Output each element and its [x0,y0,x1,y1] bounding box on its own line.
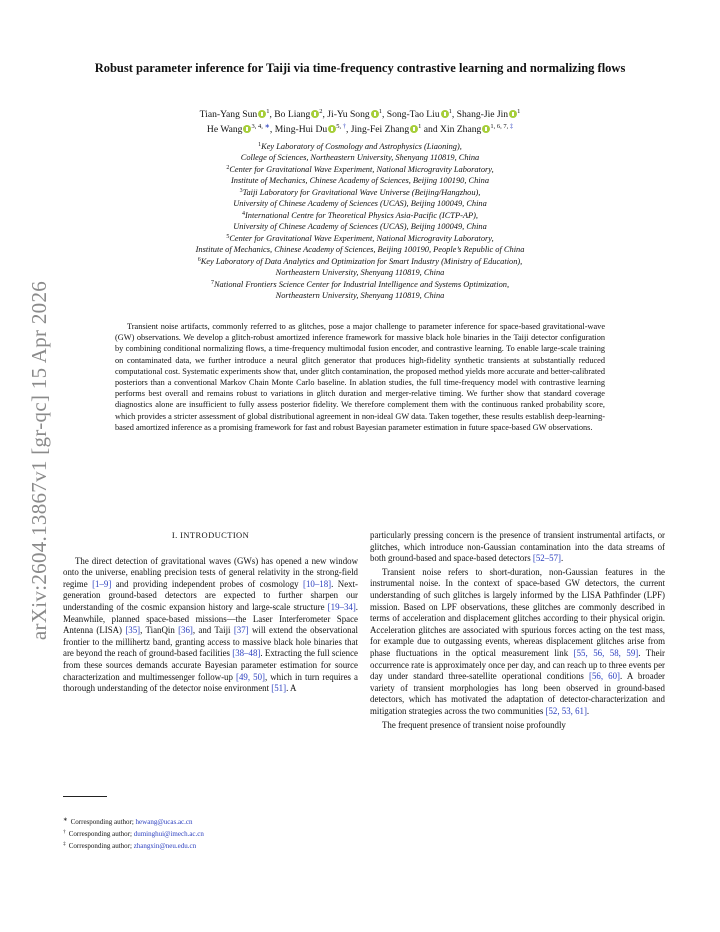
left-column [63,530,358,695]
email-link[interactable]: hewang@ucas.ac.cn [135,818,193,826]
citation-link[interactable]: [10–18] [303,578,332,589]
author-affiliation-marker: 1 [378,108,382,115]
affiliation-line [110,209,610,221]
author-affiliation-marker: 1, 6, 7, ‡ [490,123,514,130]
footnote [63,815,363,827]
affiliation-line [110,140,610,152]
affiliation-text: Taiji Laboratory for Gravitational Wave Universe (Beijing/Hangzhou), [242,188,481,197]
affiliation-number: 2 [226,165,230,171]
orcid-icon[interactable] [328,125,336,133]
author-name: Ji-Yu Song [327,109,370,120]
affiliation-line [110,198,610,209]
author-affiliation-marker: 1 [266,108,270,115]
citation-link[interactable]: [51] [271,683,287,694]
orcid-icon[interactable] [258,110,266,118]
citation-link[interactable]: [56, 60] [589,671,620,682]
author-name: Ming-Hui Du [274,124,328,135]
orcid-icon[interactable] [243,125,251,133]
author-affiliation-marker: 5, † [336,123,346,130]
paper-title: Robust parameter inference for Taiji via time-frequency contrastive learning and normalizing flows [94,61,626,75]
arxiv-stamp-text: arXiv:2604.13867v1 [gr-qc] 15 Apr 2026 [27,280,52,640]
citation-link[interactable]: [49, 50] [236,671,265,682]
citation-link[interactable]: [38–48] [232,648,261,659]
email-link[interactable]: duminghui@imech.ac.cn [133,830,204,838]
author-affiliation-marker: 2 [319,108,323,115]
affiliation-text: National Frontiers Science Center for Industrial Intelligence and Systems Optimization, [213,280,510,289]
affiliation-text: Center for Gravitational Wave Experiment, National Microgravity Laboratory, [229,234,494,243]
footnote-mark: ‡ [63,841,66,847]
affiliation-line [110,175,610,186]
author-name: Xin Zhang [440,124,482,135]
citation-link[interactable]: [35] [125,625,141,636]
author-name: He Wang [206,124,243,135]
affiliation-number: 4 [242,211,245,217]
orcid-icon[interactable] [482,125,490,133]
author-affiliation-marker: 1 [418,123,422,130]
author-name: Song-Tao Liu [386,109,440,120]
affiliation-text: University of Chinese Academy of Sciences (UCAS), Beijing 100049, China [233,199,487,208]
email-link[interactable]: zhangxin@neu.edu.cn [133,842,197,850]
affiliation-text: Center for Gravitational Wave Experiment, National Microgravity Laboratory, [229,165,494,174]
orcid-icon[interactable] [311,110,319,118]
author-name: Tian-Yang Sun [199,109,258,120]
citation-link[interactable]: [36] [178,625,193,636]
footnote-link[interactable]: ∗ [264,123,270,130]
right-column [370,530,665,731]
author-name: Bo Liang [274,109,311,120]
affiliation-text: International Centre for Theoretical Physics Asia-Pacific (ICTP-AP), [245,211,478,220]
author-list [80,106,640,136]
affiliation-list [110,140,610,301]
citation-link[interactable]: [19–34] [327,601,356,612]
author-affiliation-marker: 1 [517,108,521,115]
affiliation-line [110,221,610,232]
affiliation-line [110,232,610,244]
author-conjunction: and [421,124,441,135]
intro-paragraph-2: Transient noise refers to short-duration, non-Gaussian features in the instrumental noise. In the context of space-based GW detectors, the current understanding of such glitches is largely informed by the LISA Pathfinder (LPF) mission. Based on LPF observations, these glitches are commonly described in terms of acceleration and displacement glitches according to their physical origin. Acceleration glitches are associated with spurious forces acting on the test mass, for example due to outgassing events, whereas displacement glitches arise from phase fluctuations in the optical measurement link [55, 56, 58, 59]. Their occurrence rate is approximately once per day, and can reach up to three events per day under standard three-satellite operational conditions [56, 60]. A broader variety of transient morphologies has long been observed in ground-based detectors, which has motivated the adaptation of detector-characterization and mitigation strategies across the two communities [52, 53, 61]. [370,566,665,716]
affiliation-number: 3 [239,188,243,194]
footnote-label: Corresponding author; [68,842,134,850]
citation-link[interactable]: [1–9] [92,578,112,589]
affiliation-text: University of Chinese Academy of Sciences (UCAS), Beijing 100049, China [233,222,487,231]
affiliation-line [110,278,610,290]
affiliation-line [110,267,610,278]
citation-link[interactable]: [55, 56, 58, 59] [573,647,639,658]
affiliation-number: 6 [197,257,201,263]
affiliation-line [110,152,610,163]
author-affiliation-marker: 1 [448,108,452,115]
citation-link[interactable]: [37] [233,625,249,636]
author-affiliation-marker: 3, 4, ∗ [251,123,270,130]
author-line-1: Tian-Yang Sun $^1$, Bo Liang $^2$, Ji-Yu Song $^1$, Song-Tao Liu $^1$, Shang-Jie Jin $^1$ [199,108,521,120]
intro-paragraph-1: The direct detection of gravitational waves (GWs) has opened a new window onto the universe, enabling precision tests of general relativity in the strong-field regime [1–9] and providing independent probes of cosmology [10–18]. Next-generation ground-based detectors are expected to further sharpen our understanding of the cosmic expansion history and large-scale structure [19–34]. Meanwhile, planned space-based missions—the Laser Interferometer Space Antenna (LISA) [35], TianQin [36], and Taiji [37] will extend the observational frontier to the millihertz band, granting access to massive black hole binaries that are beyond the reach of ground-based facilities [38–48]. Extracting the full science from these sources demands accurate Bayesian parameter estimation for source characterization and multimessenger follow-up [49, 50], which in turn requires a thorough understanding of the detector noise environment [51]. A [63,555,358,694]
affiliation-line [110,255,610,267]
footnote-mark: ∗ [63,817,68,823]
author-name: Jing-Fei Zhang [350,124,410,135]
orcid-icon[interactable] [371,110,379,118]
citation-link[interactable]: [52–57] [532,553,562,564]
footnote [63,827,363,839]
intro-paragraph-continued: particularly pressing concern is the presence of transient instrumental artifacts, or glitches, which introduce non-Gaussian contamination into the data streams of both ground-based and space-based detectors [52–57]. [370,530,665,564]
affiliation-number: 1 [258,142,262,148]
affiliation-text: Institute of Mechanics, Chinese Academy of Sciences, Beijing 100190, People’s Republic of China [195,245,525,254]
footnote-label: Corresponding author; [70,818,136,826]
affiliation-text: Northeastern University, Shenyang 110819, China [275,291,445,300]
orcid-icon[interactable] [410,125,418,133]
orcid-icon[interactable] [441,110,449,118]
affiliation-text: College of Sciences, Northeastern University, Shenyang 110819, China [240,153,480,162]
affiliation-line [110,290,610,301]
affiliation-text: Institute of Mechanics, Chinese Academy of Sciences, Beijing 100190, China [230,176,490,185]
orcid-icon[interactable] [509,110,517,118]
affiliation-line [110,244,610,255]
footnote-label: Corresponding author; [68,830,134,838]
footnote-divider [63,796,107,797]
author-line-2: He Wang $^{3, 4, ∗}$, Ming-Hui Du $^{5, \dagger}$, Jing-Fei Zhang $^1$ and Xin Zhang $^{1, 6, 7, \ddagger}$ [206,123,514,135]
affiliation-text: Key Laboratory of Data Analytics and Optimization for Smart Industry (Ministry of Education), [200,257,523,266]
author-name: Shang-Jie Jin [456,109,509,120]
affiliation-line [110,163,610,175]
affiliation-number: 5 [226,234,230,240]
footnote-link[interactable]: ‡ [509,123,514,130]
abstract: Transient noise artifacts, commonly referred to as glitches, pose a major challenge to parameter inference for space-based gravitational-wave (GW) observations. We develop a glitch-robust amortized inference framework for massive black hole binaries in the Taiji detector configuration by combining conditional normalizing flows, a time-frequency multimodal fusion encoder, and contrastive learning. To enable large-scale training on contaminated data, we further introduce a neural glitch generator that produces high-fidelity synthetic transients at substantially reduced computational cost. Systematic experiments show that, under glitch contamination, the proposed method yields more accurate and better-calibrated posteriors than a conventional Markov Chain Monte Carlo baseline. In ablation studies, the full time-frequency model with contrastive learning performs best overall and remains robust to variations in glitch duration and merger-relative timing. We further show that standard coverage diagnostics alone are insufficient to fully assess posterior fidelity. We therefore complement them with the continuous ranked probability score, which provides a stricter assessment of global distributional agreement in non-ideal GW data. Taken together, these results establish deep-learning-based amortized inference as a promising framework for fast and robust Bayesian parameter estimation in future space-based GW observations. [115,322,605,432]
footnote-link[interactable]: † [342,123,346,130]
section-heading-introduction: I. INTRODUCTION [171,530,250,540]
affiliation-text: Key Laboratory of Cosmology and Astrophysics (Liaoning), [261,142,462,151]
footnotes [63,815,363,851]
affiliation-line [110,186,610,198]
footnote-mark: † [63,829,66,835]
footnote [63,839,363,851]
affiliation-text: Northeastern University, Shenyang 110819, China [275,268,445,277]
arxiv-identifier-stamp [20,230,60,690]
affiliation-number: 7 [210,280,214,286]
citation-link[interactable]: [52, 53, 61] [545,705,587,716]
intro-paragraph-3: The frequent presence of transient noise profoundly [382,719,566,730]
